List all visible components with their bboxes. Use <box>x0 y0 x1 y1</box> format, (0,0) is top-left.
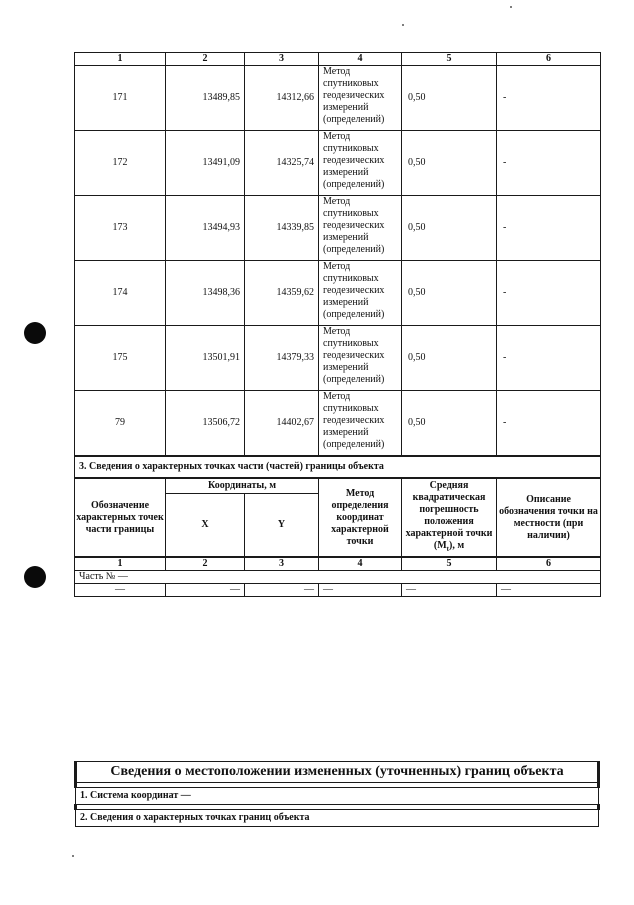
method-line: измерений <box>323 362 369 373</box>
method-line: измерений <box>323 427 369 438</box>
header-row-1 <box>75 478 601 494</box>
method-line: спутниковых <box>323 78 379 89</box>
coord-y: 14339,85 <box>245 196 319 261</box>
table-row <box>75 66 601 131</box>
punch-hole-bottom <box>24 566 46 588</box>
col-number: 2 <box>166 557 245 571</box>
table-row <box>75 326 601 391</box>
column-number-row <box>75 557 601 571</box>
coord-x: 13491,09 <box>166 131 245 196</box>
col-number: 3 <box>245 53 319 66</box>
accuracy: 0,50 <box>402 391 497 457</box>
method-cell <box>319 131 402 196</box>
method-line: измерений <box>323 167 369 178</box>
method-line: Метод <box>323 66 351 77</box>
method-line: измерений <box>323 297 369 308</box>
point-id: 175 <box>75 326 166 391</box>
punch-hole-top <box>24 322 46 344</box>
col-number: 2 <box>166 53 245 66</box>
method-line: геодезических <box>323 220 385 231</box>
accuracy: 0,50 <box>402 196 497 261</box>
col-number: 6 <box>497 53 601 66</box>
method-line: Метод <box>323 261 351 272</box>
table-body <box>75 53 601 597</box>
method-line: (определений) <box>323 114 385 125</box>
accuracy: 0,50 <box>402 131 497 196</box>
empty-cell: — <box>75 584 166 597</box>
point-id: 174 <box>75 261 166 326</box>
coord-y: 14402,67 <box>245 391 319 457</box>
section-heading: Сведения о местоположении измененных (уточненных) границ объекта <box>76 762 599 783</box>
coord-y: 14325,74 <box>245 131 319 196</box>
description: - <box>497 131 601 196</box>
method-cell <box>319 66 402 131</box>
coord-y: 14359,62 <box>245 261 319 326</box>
section-3-title: 3. Сведения о характерных точках части (частей) границы объекта <box>75 456 601 478</box>
changed-borders-section <box>74 761 600 827</box>
description: - <box>497 66 601 131</box>
method-line: (определений) <box>323 179 385 190</box>
table-row <box>75 391 601 457</box>
coord-y: 14312,66 <box>245 66 319 131</box>
method-line: (определений) <box>323 374 385 385</box>
method-line: спутниковых <box>323 143 379 154</box>
coord-x: 13489,85 <box>166 66 245 131</box>
description: - <box>497 261 601 326</box>
method-line: геодезических <box>323 415 385 426</box>
coord-y: 14379,33 <box>245 326 319 391</box>
header-accuracy-subscript: t <box>446 545 449 553</box>
coord-x: 13494,93 <box>166 196 245 261</box>
method-line: геодезических <box>323 155 385 166</box>
empty-cell: — <box>402 584 497 597</box>
point-id: 171 <box>75 66 166 131</box>
method-line: Метод <box>323 196 351 207</box>
empty-cell: — <box>166 584 245 597</box>
method-line: геодезических <box>323 90 385 101</box>
method-line: геодезических <box>323 350 385 361</box>
method-line: спутниковых <box>323 338 379 349</box>
accuracy: 0,50 <box>402 326 497 391</box>
coord-x: 13506,72 <box>166 391 245 457</box>
header-point-designation: Обозначение характерных точек части границы <box>75 478 166 557</box>
description: - <box>497 196 601 261</box>
description: - <box>497 326 601 391</box>
point-id: 172 <box>75 131 166 196</box>
table-row <box>75 261 601 326</box>
point-id: 173 <box>75 196 166 261</box>
col-number: 5 <box>402 557 497 571</box>
empty-cell: — <box>497 584 601 597</box>
header-description: Описание обозначения точки на местности (при наличии) <box>497 478 601 557</box>
coord-x: 13501,91 <box>166 326 245 391</box>
scan-speck <box>402 24 404 26</box>
section-3-row <box>75 456 601 478</box>
header-accuracy-text: Средняя квадратическая погрешность положения характерной точки (M <box>405 480 493 551</box>
header-accuracy <box>402 478 497 557</box>
header-x: X <box>166 494 245 558</box>
coord-x: 13498,36 <box>166 261 245 326</box>
header-accuracy-unit: ), м <box>448 540 465 551</box>
scan-speck <box>510 6 512 8</box>
table-row <box>75 196 601 261</box>
coordinates-table <box>74 52 601 597</box>
method-line: Метод <box>323 131 351 142</box>
col-number: 4 <box>319 557 402 571</box>
accuracy: 0,50 <box>402 66 497 131</box>
point-id: 79 <box>75 391 166 457</box>
col-number: 4 <box>319 53 402 66</box>
coord-system-label: 1. Система координат — <box>76 788 599 805</box>
col-number: 1 <box>75 557 166 571</box>
empty-cell: — <box>319 584 402 597</box>
accuracy: 0,50 <box>402 261 497 326</box>
points-title-label: 2. Сведения о характерных точках границ объекта <box>76 810 599 827</box>
method-line: (определений) <box>323 309 385 320</box>
col-number: 5 <box>402 53 497 66</box>
part-row <box>75 571 601 584</box>
table-row <box>75 131 601 196</box>
method-line: Метод <box>323 391 351 402</box>
method-cell <box>319 326 402 391</box>
col-number: 3 <box>245 557 319 571</box>
method-line: геодезических <box>323 285 385 296</box>
description: - <box>497 391 601 457</box>
method-line: (определений) <box>323 244 385 255</box>
method-cell <box>319 196 402 261</box>
table-row <box>75 584 601 597</box>
method-line: спутниковых <box>323 403 379 414</box>
method-line: спутниковых <box>323 273 379 284</box>
col-number: 6 <box>497 557 601 571</box>
method-line: измерений <box>323 102 369 113</box>
method-line: (определений) <box>323 439 385 450</box>
part-label: Часть № — <box>75 571 601 584</box>
col-number: 1 <box>75 53 166 66</box>
method-cell <box>319 261 402 326</box>
header-coordinates: Координаты, м <box>166 478 319 494</box>
header-method: Метод определения координат характерной точки <box>319 478 402 557</box>
method-cell <box>319 391 402 457</box>
header-y: Y <box>245 494 319 558</box>
empty-cell: — <box>245 584 319 597</box>
scan-speck <box>72 855 74 857</box>
method-line: измерений <box>323 232 369 243</box>
column-number-row <box>75 53 601 66</box>
method-line: Метод <box>323 326 351 337</box>
method-line: спутниковых <box>323 208 379 219</box>
